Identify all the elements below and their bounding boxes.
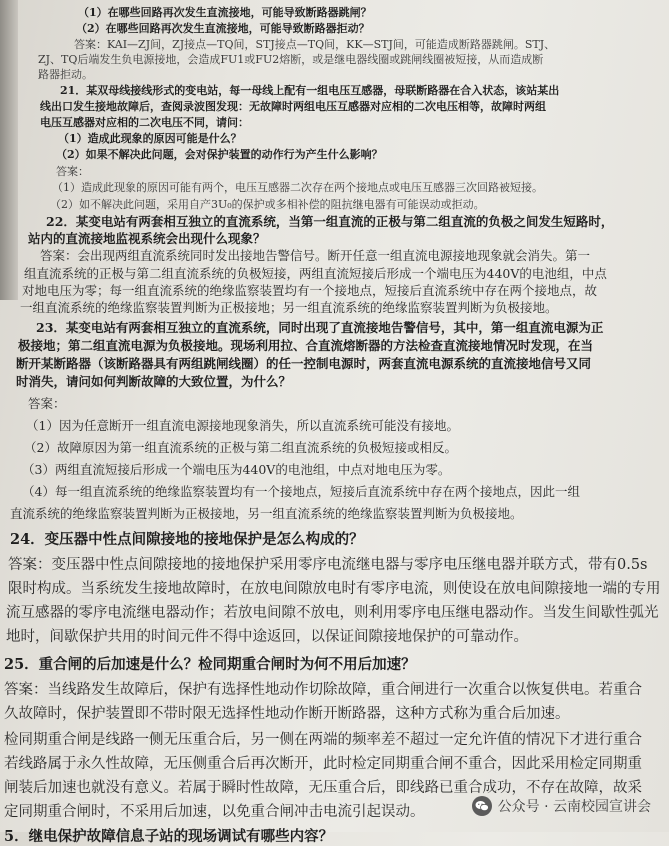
question-heading: 23．某变电站有两套相互独立的直流系统，同时出现了直流接地告警信号，其中，第一组直流电源为正 [36,320,604,335]
text-line: 闸装后加速也就没有意义。若属于瞬时性故障，无压重合后，即线路已重合成功，不存在故障，故采 [4,780,642,796]
text-line: 组直流系统的正极与第二组直流系统的负极短接，两组直流短接后形成一个端电压为440V的电池组，中点 [24,266,607,281]
question-heading: 25．重合闸的后加速是什么？检同期重合闸时为何不用后加速？ [4,656,416,673]
text-line: 答案：KAI—ZJ间，ZJ接点—TQ间，STJ接点—TQ间，KK—STJ间，可能造成断路器跳闸。STJ、 [74,38,556,51]
text-line: （4）每一组直流系统的绝缘监察装置均有一个接地点，短接后直流系统中存在两个接地点，因此一组 [22,484,580,499]
text-line: （2）如果不解决此问题，会对保护装置的动作行为产生什么影响？ [56,148,383,161]
text-line: 检同期重合闸是线路一侧无压重合后，另一侧在两端的频率差不超过一定允许值的情况下才进行重合 [4,732,642,748]
question-heading: 5．继电保护故障信息子站的现场调试有哪些内容？ [4,828,334,845]
question-heading: 22．某变电站有两套相互独立的直流系统，当第一组直流的正极与第二组直流的负极之间发生短路时， [46,214,614,229]
watermark [472,796,651,816]
text-line: （2）如不解决此问题，采用自产3U₀的保护或多相补偿的阻抗继电器有可能误动或拒动。 [50,198,485,211]
text-line: 答案：会出现两组直流系统同时发出接地告警信号。断开任意一组直流电源接地现象就会消失。第一 [40,248,591,263]
text-line: （2）故障原因为第一组直流系统的正极与第二组直流系统的负极短接或相反。 [24,440,457,455]
text-line: 时消失，请问如何判断故障的大致位置，为什么？ [16,374,292,389]
text-line: 直流系统的绝缘监察装置判断为正极接地，另一组直流系统的绝缘监察装置判断为负极接地。 [10,506,523,521]
text-line: （2）在哪些回路再次发生直流接地，可能导致断路器拒动？ [76,22,370,35]
text-line: 若线路属于永久性故障，无压侧重合后再次断开，此时检定同期重合闸不重合，因此采用检定同期重 [4,756,642,772]
watermark-text: 公众号 · 云南校园宣讲会 [497,799,651,815]
text-line: 久故障时，保护装置即不带时限无选择性地动作断开断路器，这种方式称为重合后加速。 [4,706,570,722]
text-line: 流互感器的零序电流继电器动作；若放电间隙不放电，则利用零序电压继电器动作。当发生间歇性弧光 [6,605,659,621]
text-line: 路器拒动。 [38,68,93,81]
text-line: 断开某断路器（该断路器具有两组跳闸线圈）的任一控制电源时，两套直流电源系统的直流接地信号又同 [16,356,592,371]
text-line: 答案：当线路发生故障后，保护有选择性地动作切除故障，重合闸进行一次重合以恢复供电。若重合 [4,682,642,698]
question-heading: 21．某双母线接线形式的变电站，每一母线上配有一组电压互感器，母联断路器在合入状态，该站某出 [60,84,560,97]
text-line: 站内的直流接地监视系统会出现什么现象？ [28,231,266,246]
text-line: （1）造成此现象的原因可能是什么？ [58,132,242,145]
text-line: 线出口发生接地故障后，查阅录波图发现：无故障时两组电压互感器对应相的二次电压相等，故障时两组 [40,100,546,113]
text-line: （1）在哪些回路再次发生直流接地，可能导致断路器跳闸？ [78,6,372,19]
text-line: 极接地；第二组直流电源为负极接地。现场利用拉、合直流熔断器的方法检查直流接地情况时发现，在当 [18,338,594,353]
text-line: 对地电压为零；每一组直流系统的绝缘监察装置均有一个接地点，短接后直流系统中存在两个接地点，故 [22,283,598,298]
text-line: （1）造成此现象的原因可能有两个，电压互感器二次存在两个接地点或电压互感器三次回路被短接。 [52,181,543,194]
text-line: （3）两组直流短接后形成一个端电压为440V的电池组，中点对地电压为零。 [22,462,451,477]
question-heading: 24．变压器中性点间隙接地的接地保护是怎么构成的？ [10,531,364,548]
text-line: （1）因为任意断开一组直流电源接地现象消失，所以直流系统可能没有接地。 [26,418,459,433]
text-line: 电压互感器对应相的二次电压不同，请问： [40,116,249,129]
answer-label: 答案： [28,396,66,411]
text-line: 一组直流系统的绝缘监察装置判断为正极接地；另一组直流系统的绝缘监察装置判断为负极接地。 [20,300,558,315]
text-line: 定同期重合闸时，不采用后加速，以免重合闸冲击电流引起误动。 [4,804,425,820]
answer-label: 答案： [56,165,89,178]
wechat-icon [472,796,492,816]
text-line: ZJ、TQ后端发生负电源接地，会造成FU1或FU2熔断，或是继电器线圈或跳闸线圈被短接，从而造成断 [38,53,544,66]
text-line: 地时，间歇保护共用的时间元件不得中途返回，以保证间隙接地保护的可靠动作。 [6,629,528,645]
text-line: 答案：变压器中性点间隙接地的接地保护采用零序电流继电器与零序电压继电器并联方式，带有0.5s [8,557,648,573]
text-line: 限时构成。当系统发生接地故障时，在放电间隙放电时有零序电流，则使设在放电间隙接地一端的专用 [8,581,661,597]
